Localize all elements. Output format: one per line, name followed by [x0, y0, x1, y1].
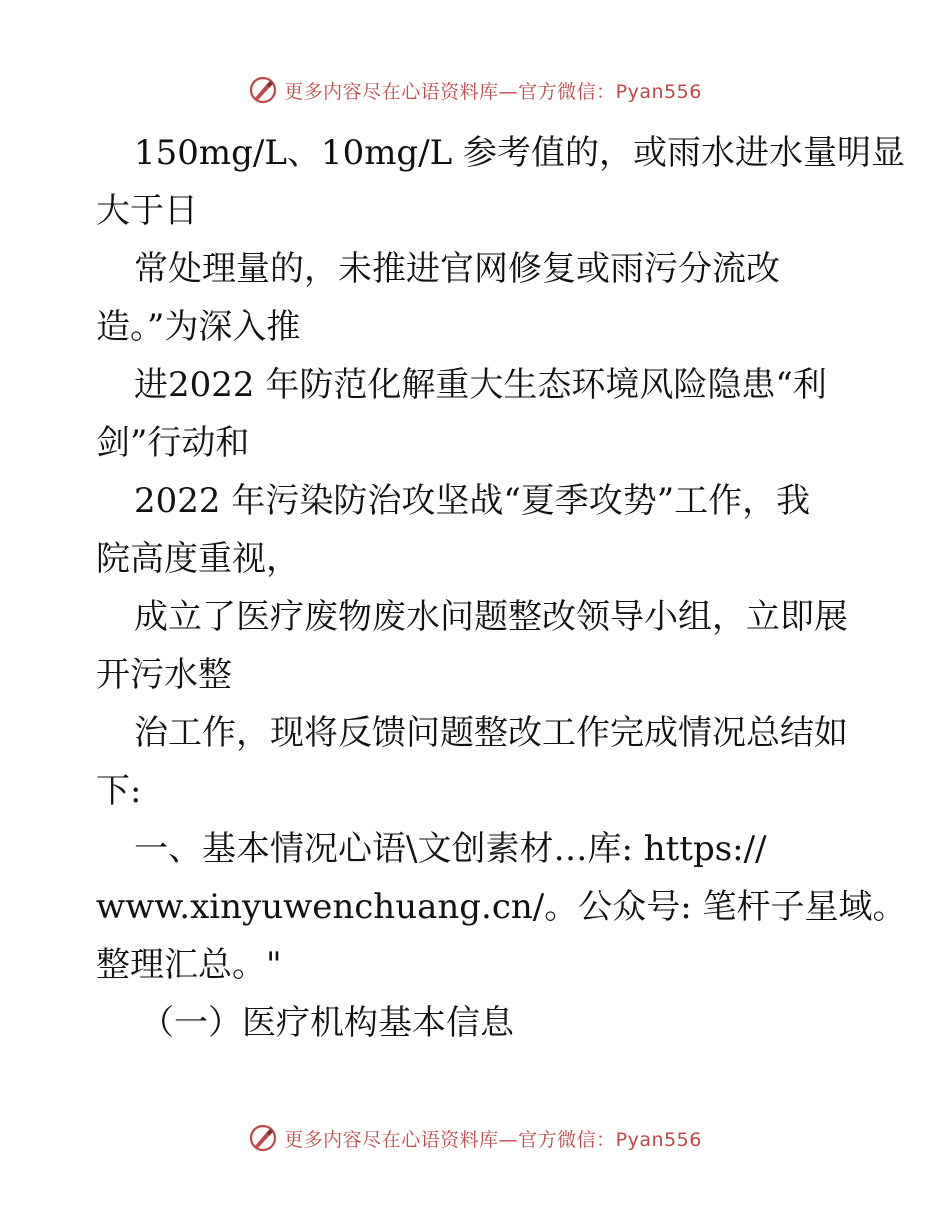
text-line: 院高度重视， — [96, 539, 300, 579]
header-banner — [0, 70, 950, 110]
text-line: 2022 年污染防治攻坚战“夏季攻势”工作，我 — [134, 481, 811, 521]
text-line: 下: — [96, 771, 142, 811]
text-line: 150mg/L、10mg/L 参考值的，或雨水进水量明显 — [134, 133, 906, 173]
document-body — [96, 124, 907, 1052]
text-line: 常处理量的，未推进官网修复或雨污分流改 — [134, 249, 780, 289]
header-banner-text: 更多内容尽在心语资料库—官方微信：Pyan556 — [284, 80, 702, 103]
text-line: 成立了医疗废物废水问题整改领导小组，立即展 — [134, 597, 848, 637]
text-line: 治工作，现将反馈问题整改工作完成情况总结如 — [134, 713, 848, 753]
text-line: 剑”行动和 — [96, 423, 250, 463]
pen-circle-icon — [248, 1123, 278, 1153]
text-line: 造。”为深入推 — [96, 307, 301, 347]
pen-circle-icon — [248, 75, 278, 105]
section-heading: 一、基本情况心语\文创素材…库: https:// — [134, 829, 767, 869]
text-line: www.xinyuwenchuang.cn/。公众号: 笔杆子星域。 — [96, 887, 907, 927]
text-line: 进2022 年防范化解重大生态环境风险隐患“利 — [134, 365, 827, 405]
footer-banner-text: 更多内容尽在心语资料库—官方微信：Pyan556 — [284, 1128, 702, 1151]
text-line: 开污水整 — [96, 655, 232, 695]
text-line: 整理汇总。" — [96, 945, 282, 985]
text-line: 大于日 — [96, 191, 198, 231]
subsection-heading: （一）医疗机构基本信息 — [140, 1003, 514, 1043]
footer-banner — [0, 1118, 950, 1158]
